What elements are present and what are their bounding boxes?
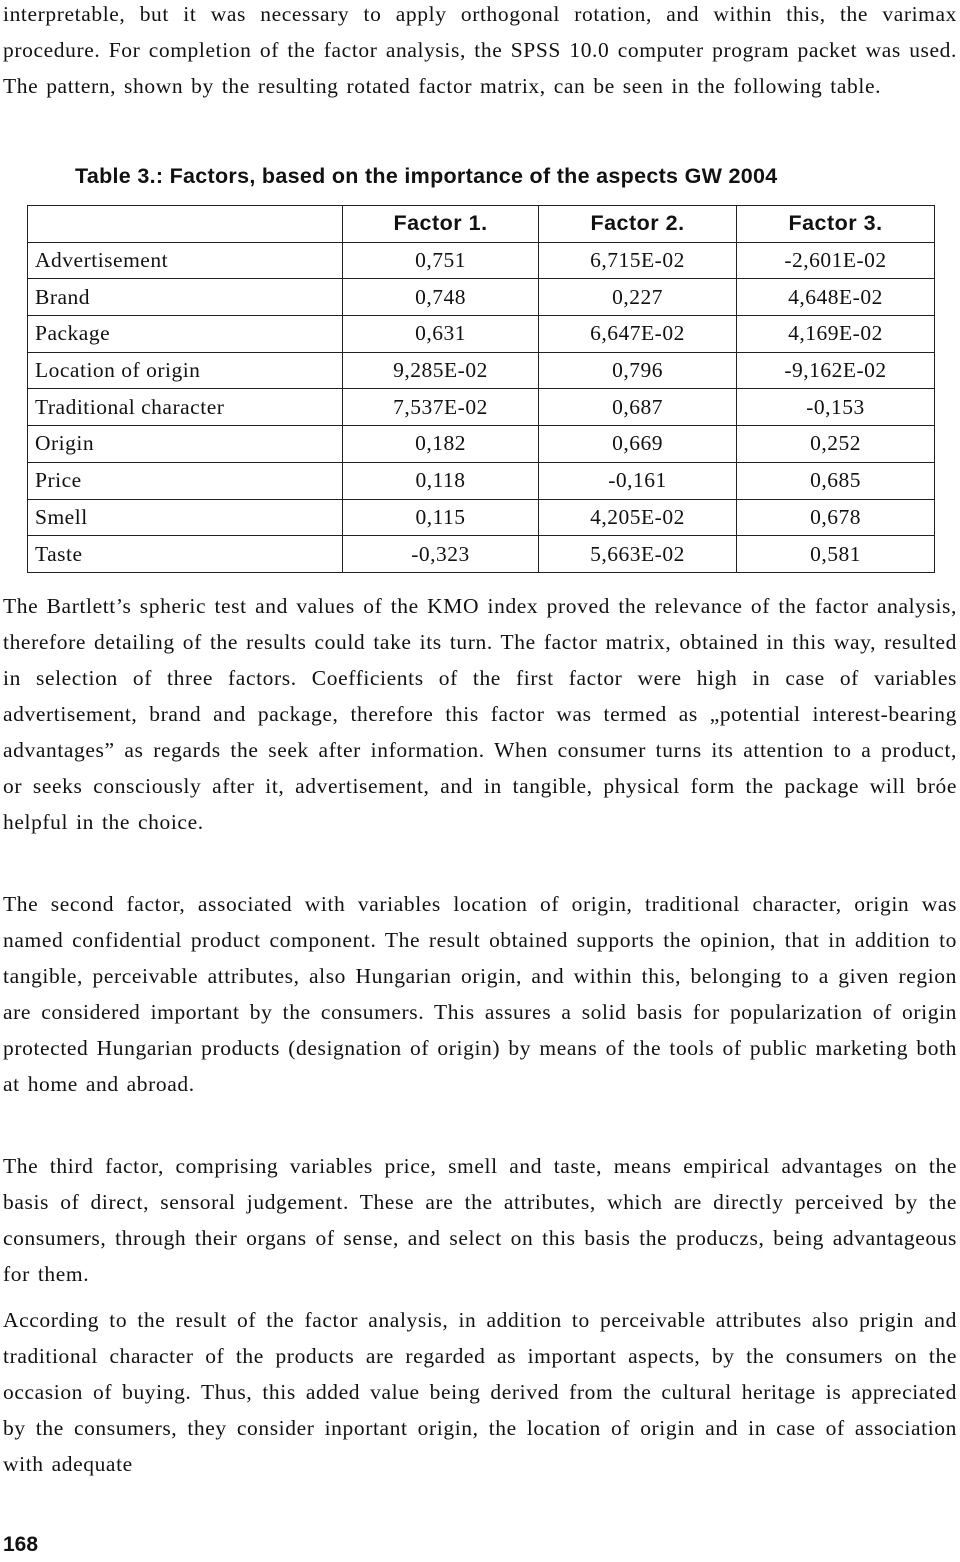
table-row (28, 426, 935, 463)
factor-1-value: 0,182 (343, 426, 539, 463)
factor-2-value: 0,687 (539, 389, 737, 426)
factor-2-value: -0,161 (539, 462, 737, 499)
header-factor-1: Factor 1. (343, 206, 539, 243)
factor-1-value: 0,748 (343, 279, 539, 316)
header-factor-3: Factor 3. (737, 206, 935, 243)
table-row (28, 389, 935, 426)
row-label: Origin (28, 426, 343, 463)
row-label: Price (28, 462, 343, 499)
factor-2-value: 0,227 (539, 279, 737, 316)
second-factor-paragraph: The second factor, associated with variables location of origin, traditional character, origin was named confidential product component. The result obtained supports the opinion, that in addition to tangible, perceivable attributes, also Hungarian origin, and within this, belonging to a given region are considered important by the consumers. This assures a solid basis for popularization of origin protected Hungarian products (designation of origin) by means of the tools of public marketing both at home and abroad. (3, 892, 957, 1096)
third-factor-paragraph: The third factor, comprising variables price, smell and taste, means empirical advantages on the basis of direct, sensoral judgement. These are the attributes, which are directly perceived by the consumers, through their organs of sense, and select on this basis the produczs, being advantageous for them. (3, 1154, 957, 1286)
header-factor-2: Factor 2. (539, 206, 737, 243)
row-label: Taste (28, 536, 343, 573)
factor-3-value: 4,648E-02 (737, 279, 935, 316)
bartlett-paragraph: The Bartlett’s spheric test and values of the KMO index proved the relevance of the factor analysis, therefore detailing of the results could take its turn. The factor matrix, obtained in this way, resulted in selection of three factors. Coefficients of the first factor were high in case of variables advertisement, brand and package, therefore this factor was termed as „potential interest-bearing advantages” as regards the seek after information. When consumer turns its attention to a product, or seeks consciously after it, advertisement, and in tangible, physical form the package will bróe helpful in the choice. (3, 594, 957, 834)
row-label: Package (28, 316, 343, 353)
factor-3-value: 4,169E-02 (737, 316, 935, 353)
factor-3-value: 0,252 (737, 426, 935, 463)
factor-1-value: 7,537E-02 (343, 389, 539, 426)
factor-2-value: 5,663E-02 (539, 536, 737, 573)
table-row (28, 242, 935, 279)
row-label: Location of origin (28, 352, 343, 389)
factor-2-value: 0,796 (539, 352, 737, 389)
factor-1-value: 0,115 (343, 499, 539, 536)
row-label: Brand (28, 279, 343, 316)
table-row (28, 499, 935, 536)
factor-table (27, 205, 935, 573)
factor-1-value: -0,323 (343, 536, 539, 573)
intro-paragraph: interpretable, but it was necessary to apply orthogonal rotation, and within this, the varimax procedure. For completion of the factor analysis, the SPSS 10.0 computer program packet was used. The pattern, shown by the resulting rotated factor matrix, can be seen in the following table. (3, 2, 957, 98)
header-empty-cell (28, 206, 343, 243)
factor-3-value: 0,685 (737, 462, 935, 499)
factor-1-value: 0,118 (343, 462, 539, 499)
table-row (28, 462, 935, 499)
table-row (28, 536, 935, 573)
factor-2-value: 6,647E-02 (539, 316, 737, 353)
factor-2-value: 4,205E-02 (539, 499, 737, 536)
row-label: Traditional character (28, 389, 343, 426)
conclusion-paragraph: According to the result of the factor analysis, in addition to perceivable attributes also prigin and traditional character of the products are regarded as important aspects, by the consumers on the occasion of buying. Thus, this added value being derived from the cultural heritage is appreciated by the consumers, they consider inportant origin, the location of origin and in case of association with adequate (3, 1308, 957, 1476)
row-label: Advertisement (28, 242, 343, 279)
factor-1-value: 0,751 (343, 242, 539, 279)
table-row (28, 316, 935, 353)
table-row (28, 279, 935, 316)
factor-3-value: -9,162E-02 (737, 352, 935, 389)
table-header-row (28, 206, 935, 243)
factor-2-value: 0,669 (539, 426, 737, 463)
factor-3-value: -0,153 (737, 389, 935, 426)
factor-3-value: 0,678 (737, 499, 935, 536)
factor-1-value: 9,285E-02 (343, 352, 539, 389)
factor-3-value: -2,601E-02 (737, 242, 935, 279)
table-caption: Table 3.: Factors, based on the importance of the aspects GW 2004 (75, 164, 778, 188)
table-row (28, 352, 935, 389)
row-label: Smell (28, 499, 343, 536)
factor-1-value: 0,631 (343, 316, 539, 353)
factor-2-value: 6,715E-02 (539, 242, 737, 279)
page-number: 168 (3, 1533, 39, 1556)
factor-3-value: 0,581 (737, 536, 935, 573)
